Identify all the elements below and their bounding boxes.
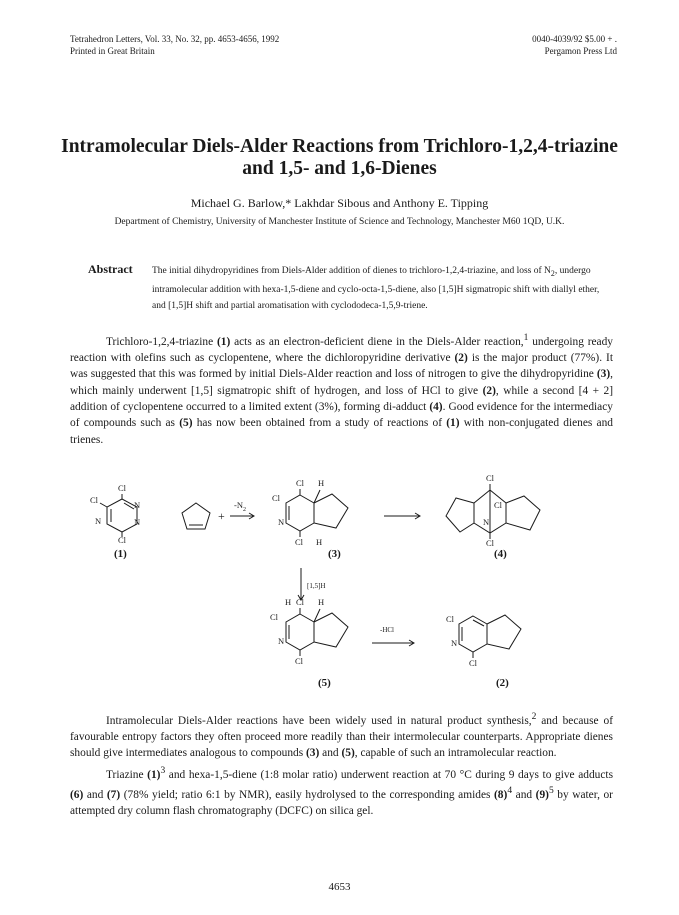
- reference-mark: 4: [507, 785, 513, 796]
- reference-mark: 5: [548, 785, 554, 796]
- pyridine-ring: [459, 616, 487, 652]
- compound-ref: (1): [446, 417, 460, 430]
- compound-ref: (2): [482, 384, 496, 397]
- reference-mark: 1: [523, 333, 529, 343]
- compound-ref: (3): [596, 368, 611, 381]
- text-run: , while a second [4 + 2] addition of cyclopentene occurred to a limited extent (3%), forming di-adduct: [70, 384, 614, 413]
- page-number: 4653: [328, 881, 351, 893]
- atom-label: Cl: [486, 538, 495, 548]
- compound-ref: (3): [306, 747, 320, 760]
- atom-label: N: [134, 517, 141, 527]
- text-run: . Good evidence for the intermediacy of compounds such as: [70, 400, 613, 430]
- text-run: and: [83, 788, 107, 801]
- arrow-elimination-n2: [230, 513, 254, 519]
- compound-label-1: (1): [114, 548, 127, 560]
- fused-cyclopentane: [314, 613, 348, 647]
- fused-cyclopentane: [314, 494, 348, 528]
- compound-ref: (5): [341, 747, 355, 760]
- text-run: by water, or attempted dry column flash chromatography (DCFC) on silica gel.: [70, 788, 613, 817]
- shift-label: [1,5]H: [307, 582, 326, 590]
- publisher: Pergamon Press Ltd: [544, 46, 617, 56]
- fused-cyclopentane: [487, 615, 521, 649]
- compound-ref: (4): [429, 400, 443, 413]
- atom-label: Cl: [272, 493, 281, 503]
- reference-mark: 2: [531, 712, 537, 722]
- text-run: undergoing ready reaction with olefins such as cyclopentene, where the dichloropyridine derivative: [70, 335, 613, 365]
- atom-label: N: [483, 517, 490, 527]
- text-run: Intramolecular Diels-Alder reactions have been widely used in natural product synthesis,: [106, 714, 532, 727]
- text-run: , capable of such an intramolecular reaction.: [354, 747, 557, 760]
- text-run: has now been obtained from a study of reactions of: [192, 417, 447, 430]
- adduct-cyclopentane-right: [506, 496, 540, 530]
- atom-label: Cl: [296, 478, 305, 488]
- abstract-subscript: 2: [550, 268, 555, 278]
- plus-sign: +: [218, 509, 225, 523]
- compound-ref: (8): [494, 788, 508, 801]
- ring-bond: [100, 503, 107, 507]
- text-run: and: [319, 747, 342, 760]
- atom-label: Cl: [295, 537, 304, 547]
- atom-label: N: [278, 636, 285, 646]
- reagent-subscript: 2: [242, 507, 246, 513]
- atom-label: Cl: [118, 483, 127, 493]
- text-run: (78% yield; ratio 6:1 by NMR), easily hydrolysed to the corresponding amides: [120, 788, 495, 801]
- journal-citation: Tetrahedron Letters, Vol. 33, No. 32, pp. 4653-4656, 1992: [70, 34, 280, 44]
- arrow-sigmatropic-shift: [298, 568, 304, 600]
- compound-ref: (5): [179, 417, 193, 430]
- article-code: 0040-4039/92 $5.00 + .: [532, 34, 617, 44]
- text-run: and hexa-1,5-diene (1:8 molar ratio) underwent reaction at 70 °C during 9 days to give adducts: [165, 768, 614, 781]
- title-line-1: Intramolecular Diels-Alder Reactions from Trichloro-1,2,4-triazine: [61, 136, 618, 157]
- compound-ref: (1): [147, 768, 161, 781]
- compound-ref: (2): [454, 352, 468, 365]
- compound-label-5: (5): [318, 677, 331, 689]
- compound-label-2: (2): [496, 677, 509, 689]
- atom-label: Cl: [296, 597, 305, 607]
- atom-label: Cl: [446, 614, 455, 624]
- compound-ref: (7): [106, 788, 121, 801]
- compound-label-3: (3): [328, 548, 341, 560]
- atom-label: Cl: [486, 473, 495, 483]
- reagent-text: -N: [234, 500, 243, 510]
- atom-label: N: [95, 516, 102, 526]
- text-run: , which mainly underwent [1,5] sigmatropic shift of hydrogen, and loss of HCl to give: [70, 368, 613, 397]
- atom-label: H: [285, 597, 292, 607]
- atom-label: Cl: [295, 656, 304, 666]
- atom-label: H: [318, 478, 325, 488]
- text-run: with non-conjugated dienes and trienes.: [70, 417, 613, 446]
- printed-in: Printed in Great Britain: [70, 46, 155, 56]
- atom-label: Cl: [469, 658, 478, 668]
- atom-label: N: [278, 517, 285, 527]
- abstract-label: Abstract: [88, 262, 133, 276]
- double-bond: [124, 503, 134, 509]
- atom-label: Cl: [90, 495, 99, 505]
- text-run: is the major product (77%). It was suggested that this was formed by initial Diels-Alder reaction and loss of nitrogen to give the dihydropyridine: [70, 352, 614, 381]
- dihydropyridine-ring: [286, 614, 314, 650]
- abstract-text-a: The initial dihydropyridines from Diels-Alder addition of dienes to trichloro-1,2,4-triazine, and loss of N: [152, 266, 551, 276]
- atom-label: Cl: [494, 500, 503, 510]
- text-run: acts as an electron-deficient diene in the Diels-Alder reaction,: [230, 335, 524, 348]
- atom-label: N: [134, 500, 141, 510]
- text-run: Triazine: [106, 768, 148, 781]
- atom-label: H: [316, 537, 323, 547]
- text-run: Trichloro-1,2,4-triazine: [106, 335, 217, 348]
- compound-ref: (1): [216, 335, 231, 348]
- compound-ref: (6): [70, 788, 84, 801]
- reagent-label: [234, 500, 246, 513]
- adduct-cyclopentane-left: [446, 498, 474, 532]
- authors: Michael G. Barlow,* Lakhdar Sibous and Anthony E. Tipping: [190, 196, 489, 210]
- text-run: and: [512, 788, 536, 801]
- reference-mark: 3: [160, 765, 166, 776]
- arrow-elimination-hcl: [372, 640, 414, 646]
- atom-label: N: [451, 638, 458, 648]
- dihydropyridine-ring: [286, 495, 314, 531]
- abstract-text-b: , undergo intramolecular addition with hexa-1,5-diene and cyclo-octa-1,5-diene, also [1,5]H sigmatropic shift with diallyl ether, and [1,5]H shift and partial aromatisation with cyclododeca-1,5,9-triene.: [152, 266, 600, 311]
- affiliation: Department of Chemistry, University of Manchester Institute of Science and Technology, Manchester M60 1QD, U.K.: [114, 217, 565, 227]
- compound-label-4: (4): [494, 548, 507, 560]
- atom-label: Cl: [270, 612, 279, 622]
- paragraph-2: [70, 709, 613, 819]
- compound-ref: (9): [535, 788, 549, 801]
- reagent-label: -HCl: [380, 626, 394, 634]
- arrow-cycloaddition: [384, 513, 420, 519]
- title-line-2: and 1,5- and 1,6-Dienes: [242, 158, 437, 179]
- atom-label: H: [318, 597, 325, 607]
- atom-label: Cl: [118, 535, 127, 545]
- text-run: and because of favourable entropy factors they often proceed more readily than their intermolecular counterparts. Appropriate dienes should give intermediates analogous to compounds: [70, 714, 613, 760]
